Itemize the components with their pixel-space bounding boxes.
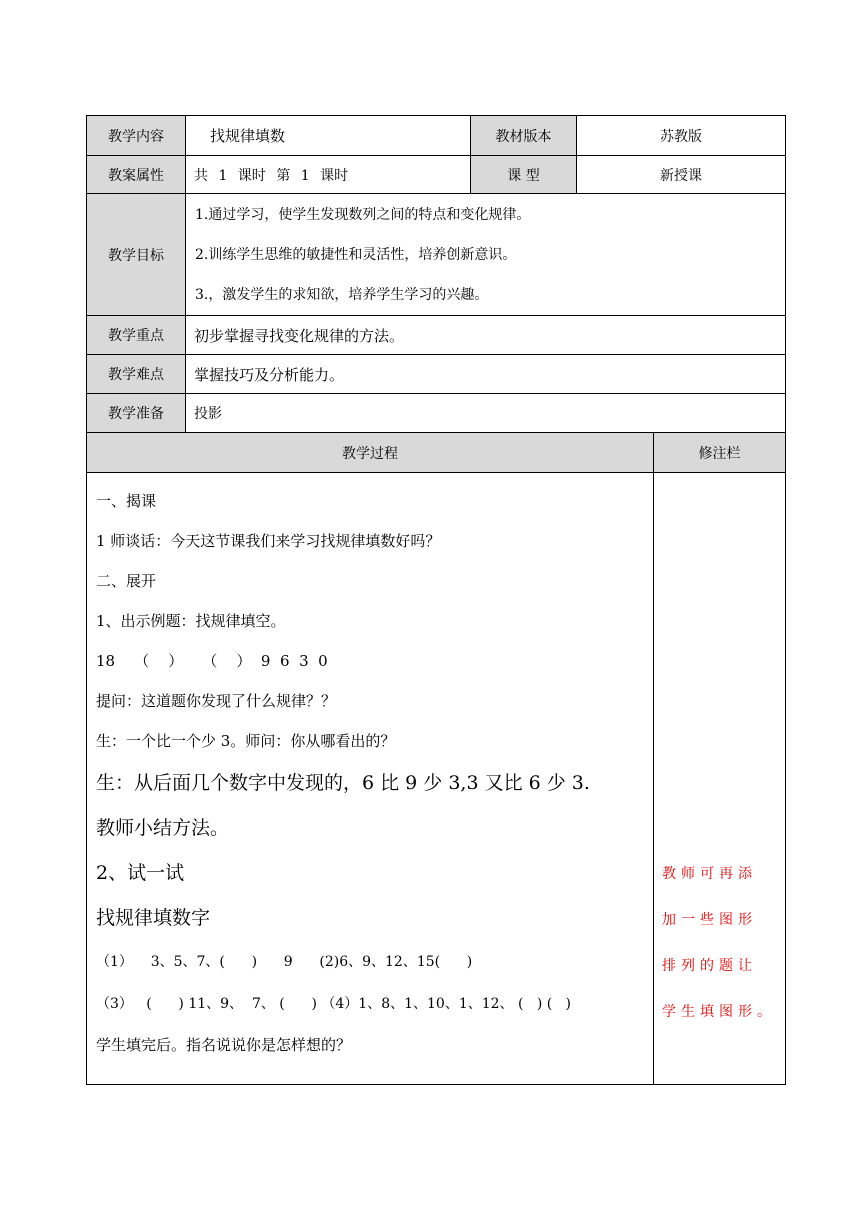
goals-list bbox=[186, 194, 786, 316]
note-line: 学生填图形。 bbox=[662, 1004, 776, 1020]
process-line: 1、出示例题：找规律填空。 bbox=[96, 612, 286, 630]
process-body-row bbox=[87, 473, 786, 1085]
difficulty-value: 掌握技巧及分析能力。 bbox=[186, 355, 786, 394]
notes-label: 修注栏 bbox=[654, 433, 786, 473]
row-key-point bbox=[87, 316, 786, 355]
process-line: 生：一个比一个少 3。师问：你从哪看出的？ bbox=[96, 732, 396, 750]
difficulty-label: 教学难点 bbox=[87, 355, 186, 394]
key-point-value: 初步掌握寻找变化规律的方法。 bbox=[186, 316, 786, 355]
lesson-plan bbox=[86, 115, 785, 1085]
type-label: 课 型 bbox=[471, 156, 577, 194]
goal-item: 3.，激发学生的求知欲，培养学生学习的兴趣。 bbox=[195, 286, 489, 303]
process-line: 1 师谈话：今天这节课我们来学习找规律填数好吗？ bbox=[96, 532, 441, 550]
teacher-note bbox=[654, 473, 786, 1085]
row-content bbox=[87, 116, 786, 156]
process-line: （3） ( ) 11、9、 7、 ( ) （4）1、8、1、10、1、12、 ( ) ( ) bbox=[96, 996, 572, 1012]
process-content bbox=[87, 473, 654, 1085]
row-difficulty bbox=[87, 355, 786, 394]
content-label: 教学内容 bbox=[87, 116, 186, 156]
note-line: 排列的题让 bbox=[662, 958, 757, 974]
goals-label: 教学目标 bbox=[87, 194, 186, 316]
process-line: （1） 3、5、7、( ) 9 (2)6、9、12、15( ) bbox=[96, 954, 473, 970]
process-line: 学生填完后。指名说说你是怎样想的？ bbox=[96, 1036, 352, 1054]
row-attr bbox=[87, 156, 786, 194]
key-point-label: 教学重点 bbox=[87, 316, 186, 355]
edition-value: 苏教版 bbox=[577, 116, 786, 156]
type-value: 新授课 bbox=[577, 156, 786, 194]
process-line: 2、试一试 bbox=[96, 862, 185, 884]
attr-label: 教案属性 bbox=[87, 156, 186, 194]
row-goals bbox=[87, 194, 786, 316]
process-line: 教师小结方法。 bbox=[96, 817, 230, 839]
process-line: 18 （ ） （ ） 9 6 3 0 bbox=[96, 652, 328, 670]
process-header-row bbox=[87, 433, 786, 473]
note-line: 加一些图形 bbox=[662, 912, 757, 928]
preparation-label: 教学准备 bbox=[87, 394, 186, 433]
content-value: 找规律填数 bbox=[186, 116, 471, 156]
lesson-info-table bbox=[86, 115, 786, 433]
edition-label: 教材版本 bbox=[471, 116, 577, 156]
row-preparation bbox=[87, 394, 786, 433]
goal-item: 1.通过学习，使学生发现数列之间的特点和变化规律。 bbox=[195, 206, 531, 223]
process-line: 提问：这道题你发现了什么规律？？ bbox=[96, 692, 337, 710]
preparation-value: 投影 bbox=[186, 394, 786, 433]
process-line: 一、揭课 bbox=[96, 492, 157, 510]
attr-value: 共 1 课时 第 1 课时 bbox=[186, 156, 471, 194]
goal-item: 2.训练学生思维的敏捷性和灵活性，培养创新意识。 bbox=[195, 246, 517, 263]
process-table bbox=[86, 432, 786, 1085]
process-line: 找规律填数字 bbox=[96, 907, 211, 929]
process-line: 二、展开 bbox=[96, 572, 157, 590]
process-label: 教学过程 bbox=[87, 433, 654, 473]
process-line: 生：从后面几个数字中发现的，6 比 9 少 3,3 又比 6 少 3. bbox=[96, 772, 590, 794]
note-line: 教师可再添 bbox=[662, 866, 757, 882]
